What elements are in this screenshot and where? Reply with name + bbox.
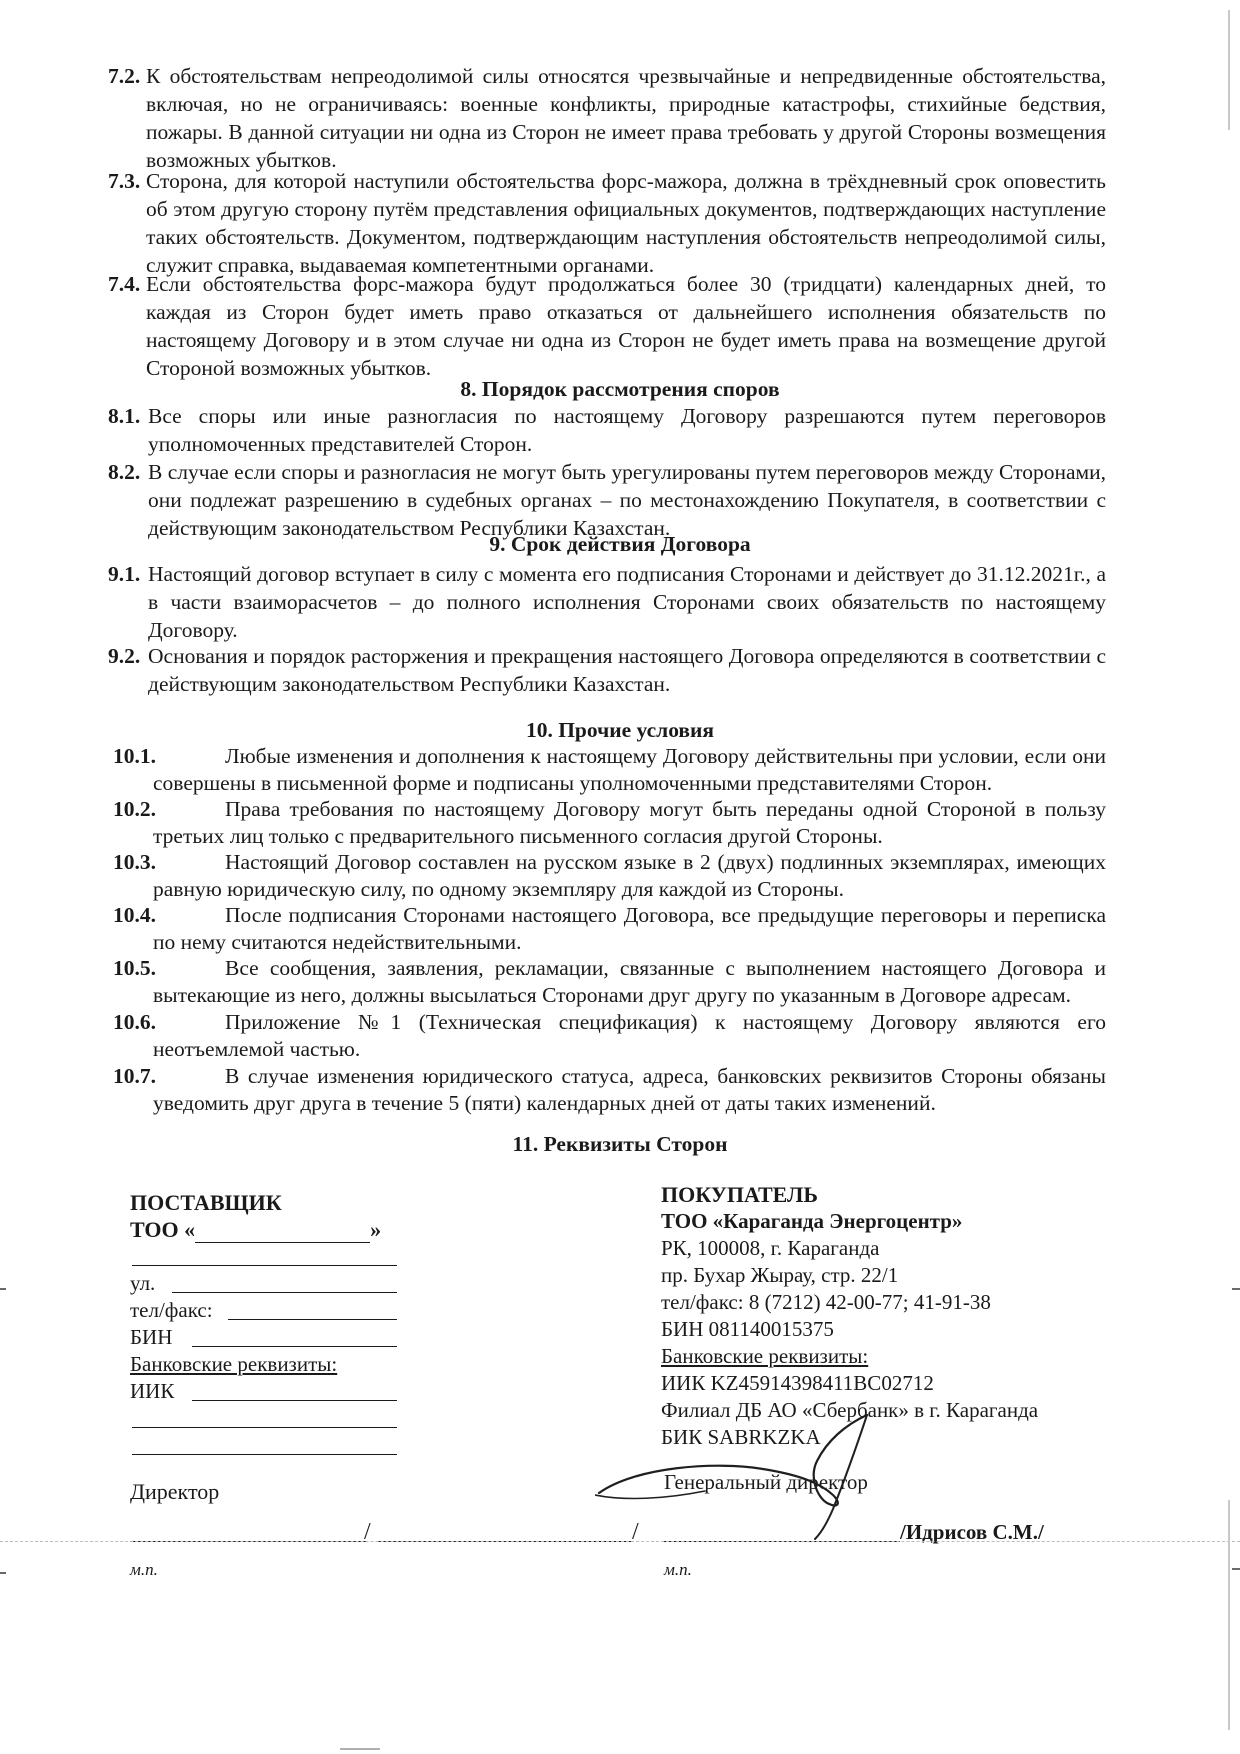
- supplier-bin-row: [130, 1324, 430, 1351]
- section-11-heading: 11. Реквизиты Сторон: [512, 1132, 728, 1156]
- clause-text: Любые изменения и дополнения к настоящему Договору действительны при условии, если они совершены в письменной форме и подписаны уполномоченными представителями Сторон.: [153, 744, 1106, 795]
- clause-8-1: [108, 402, 1106, 458]
- margin-mark: [1232, 1568, 1240, 1570]
- clause-number: 8.1.: [108, 404, 141, 428]
- buyer-title: ПОКУПАТЕЛЬ: [661, 1182, 818, 1207]
- clause-10-3: [113, 849, 1106, 903]
- clause-10-2: [113, 796, 1106, 850]
- supplier-bank-label: Банковские реквизиты:: [130, 1352, 338, 1376]
- clause-number: 10.7.: [113, 1064, 156, 1088]
- clause-10-1: [113, 743, 1106, 797]
- supplier-org: [130, 1216, 430, 1243]
- buyer-director-label: Генеральный директор: [664, 1470, 868, 1494]
- clause-number: 7.2.: [108, 64, 141, 88]
- supplier-director-label: Директор: [130, 1479, 220, 1504]
- supplier-street-row: [130, 1270, 430, 1297]
- clause-10-6: [113, 1009, 1106, 1063]
- supplier-org-prefix: ТОО «: [130, 1217, 196, 1242]
- clause-10-7: [113, 1063, 1106, 1117]
- margin-mark: [0, 1288, 6, 1290]
- clause-text: После подписания Сторонами настоящего Договора, все предыдущие переговоры и переписка по нему считаются недействительными.: [153, 903, 1106, 954]
- clause-text: Сторона, для которой наступили обстоятельства форс-мажора, должна в трёхдневный срок оповестить об этом другую сторону путём представления официальных документов, подтверждающих наступление таких обстоятельств. Документом, подтверждающим наступления обстоятельств непреодолимой силы, служит справка, выдаваемая компетентными органами.: [146, 169, 1106, 277]
- clause-text: Права требования по настоящему Договору могут быть переданы одной Стороной в пользу третьих лиц только с предварительного письменного согласия другой Стороны.: [153, 797, 1106, 848]
- buyer-org: ТОО «Караганда Энергоцентр»: [661, 1209, 963, 1233]
- section-10-heading: 10. Прочие условия: [525, 718, 715, 742]
- clause-number: 10.2.: [113, 797, 156, 821]
- clause-text: Основания и порядок расторжения и прекращения настоящего Договора определяются в соответствии с действующим законодательством Республики Казахстан.: [148, 644, 1106, 696]
- supplier-iik-blank: [192, 1380, 397, 1401]
- supplier-bin-label: БИН: [130, 1325, 173, 1349]
- supplier-iik-label: ИИК: [130, 1379, 175, 1403]
- clause-text: Настоящий Договор составлен на русском языке в 2 (двух) подлинных экземплярах, имеющих равную юридическую силу, по одному экземпляру для каждой из Стороны.: [153, 850, 1106, 901]
- clause-number: 10.1.: [113, 744, 156, 768]
- clause-number: 7.4.: [108, 272, 141, 296]
- supplier-title: ПОСТАВЩИК: [130, 1190, 282, 1215]
- clause-10-5: [113, 955, 1106, 1009]
- supplier-blank-row: [130, 1243, 430, 1270]
- margin-mark: [1228, 10, 1230, 130]
- clause-text: В случае если споры и разногласия не могут быть урегулированы путем переговоров между Сторонами, они подлежат разрешению в судебных органах – по местонахождению Покупателя, в соответствии с действующим законодательством Республики Казахстан.: [148, 460, 1106, 540]
- supplier-requisites: [130, 1189, 430, 1459]
- clause-text: Приложение №1 (Техническая спецификация) к настоящему Договору являются его неотъемлемой частью.: [153, 1010, 1106, 1061]
- supplier-phone-label: тел/факс:: [130, 1298, 213, 1322]
- supplier-blank-row: [130, 1432, 430, 1459]
- buyer-address-2: пр. Бухар Жырау, стр. 22/1: [661, 1263, 899, 1287]
- buyer-iik: ИИК KZ45914398411BC02712: [661, 1371, 934, 1395]
- section-8-heading: 8. Порядок рассмотрения споров: [460, 377, 780, 401]
- buyer-bank: Филиал ДБ АО «Сбербанк» в г. Караганда: [661, 1398, 1039, 1422]
- clause-number: 10.6.: [113, 1010, 156, 1034]
- clause-7-2: [108, 62, 1106, 174]
- buyer-signatory: /Идрисов С.М./: [900, 1520, 1044, 1544]
- clause-text: Если обстоятельства форс-мажора будут продолжаться более 30 (тридцати) календарных дней, то каждая из Сторон будет иметь право отказаться от дальнейшего исполнения обязательств по настоящему Договору и в этом случае ни одна из Сторон не будет иметь права на возмещение другой Стороной возможных убытков.: [146, 272, 1106, 380]
- buyer-bank-label: Банковские реквизиты:: [661, 1344, 869, 1368]
- supplier-stamp-label: м.п.: [130, 1560, 158, 1579]
- supplier-signature-line: / /: [130, 1519, 530, 1549]
- supplier-bin-blank: [192, 1326, 397, 1347]
- scan-fold-line: [0, 1541, 1240, 1542]
- clause-text: Все сообщения, заявления, рекламации, связанные с выполнением настоящего Договора и вытекающие из него, должны высылаться Сторонами друг другу по указанным в Договоре адресам.: [153, 956, 1106, 1007]
- clause-10-4: [113, 902, 1106, 956]
- section-9-heading: 9. Срок действия Договора: [489, 532, 751, 556]
- clause-text: В случае изменения юридического статуса, адреса, банковских реквизитов Стороны обязаны уведомить друг друга в течение 5 (пяти) календарных дней от даты таких изменений.: [153, 1064, 1106, 1115]
- clause-number: 10.5.: [113, 956, 156, 980]
- clause-number: 10.4.: [113, 903, 156, 927]
- clause-number: 10.3.: [113, 850, 156, 874]
- margin-mark: [1228, 1500, 1230, 1730]
- clause-number: 8.2.: [108, 460, 141, 484]
- buyer-stamp-label: м.п.: [664, 1560, 692, 1579]
- margin-mark: [0, 1572, 6, 1574]
- supplier-org-suffix: »: [370, 1217, 382, 1242]
- clause-number: 7.3.: [108, 169, 141, 193]
- clause-7-4: [108, 270, 1106, 382]
- buyer-address-1: РК, 100008, г. Караганда: [661, 1236, 880, 1260]
- margin-mark: [1232, 1288, 1240, 1290]
- clause-number: 9.2.: [108, 644, 141, 668]
- supplier-phone-blank: [228, 1299, 397, 1320]
- clause-text: Настоящий договор вступает в силу с момента его подписания Сторонами и действует до 31.12.2021г., а в части взаиморасчетов – до полного исполнения Сторонами своих обязательств по настоящему Договору.: [148, 562, 1106, 642]
- clause-text: К обстоятельствам непреодолимой силы относятся чрезвычайные и непредвиденные обстоятельства, включая, но не ограничиваясь: военные конфликты, природные катастрофы, стихийные бедствия, пожары. В данной ситуации ни одна из Сторон не имеет права требовать у другой Стороны возмещения возможных убытков.: [146, 64, 1106, 172]
- buyer-bin: БИН 081140015375: [661, 1317, 834, 1341]
- clause-number: 9.1.: [108, 562, 141, 586]
- buyer-phone: тел/факс: 8 (7212) 42-00-77; 41-91-38: [661, 1290, 991, 1314]
- supplier-iik-row: [130, 1378, 430, 1405]
- clause-7-3: [108, 167, 1106, 279]
- clause-9-2: [108, 642, 1106, 698]
- supplier-street-label: ул.: [130, 1271, 156, 1295]
- margin-mark: [340, 1748, 380, 1750]
- supplier-blank-row: [130, 1405, 430, 1432]
- supplier-org-blank: [195, 1222, 370, 1243]
- clause-text: Все споры или иные разногласия по настоящему Договору разрешаются путем переговоров уполномоченных представителей Сторон.: [148, 404, 1106, 456]
- supplier-street-blank: [172, 1272, 397, 1293]
- supplier-phone-row: [130, 1297, 430, 1324]
- clause-9-1: [108, 560, 1106, 644]
- buyer-bik: БИК SABRKZKA: [661, 1425, 821, 1449]
- handwritten-signature: [595, 1405, 925, 1545]
